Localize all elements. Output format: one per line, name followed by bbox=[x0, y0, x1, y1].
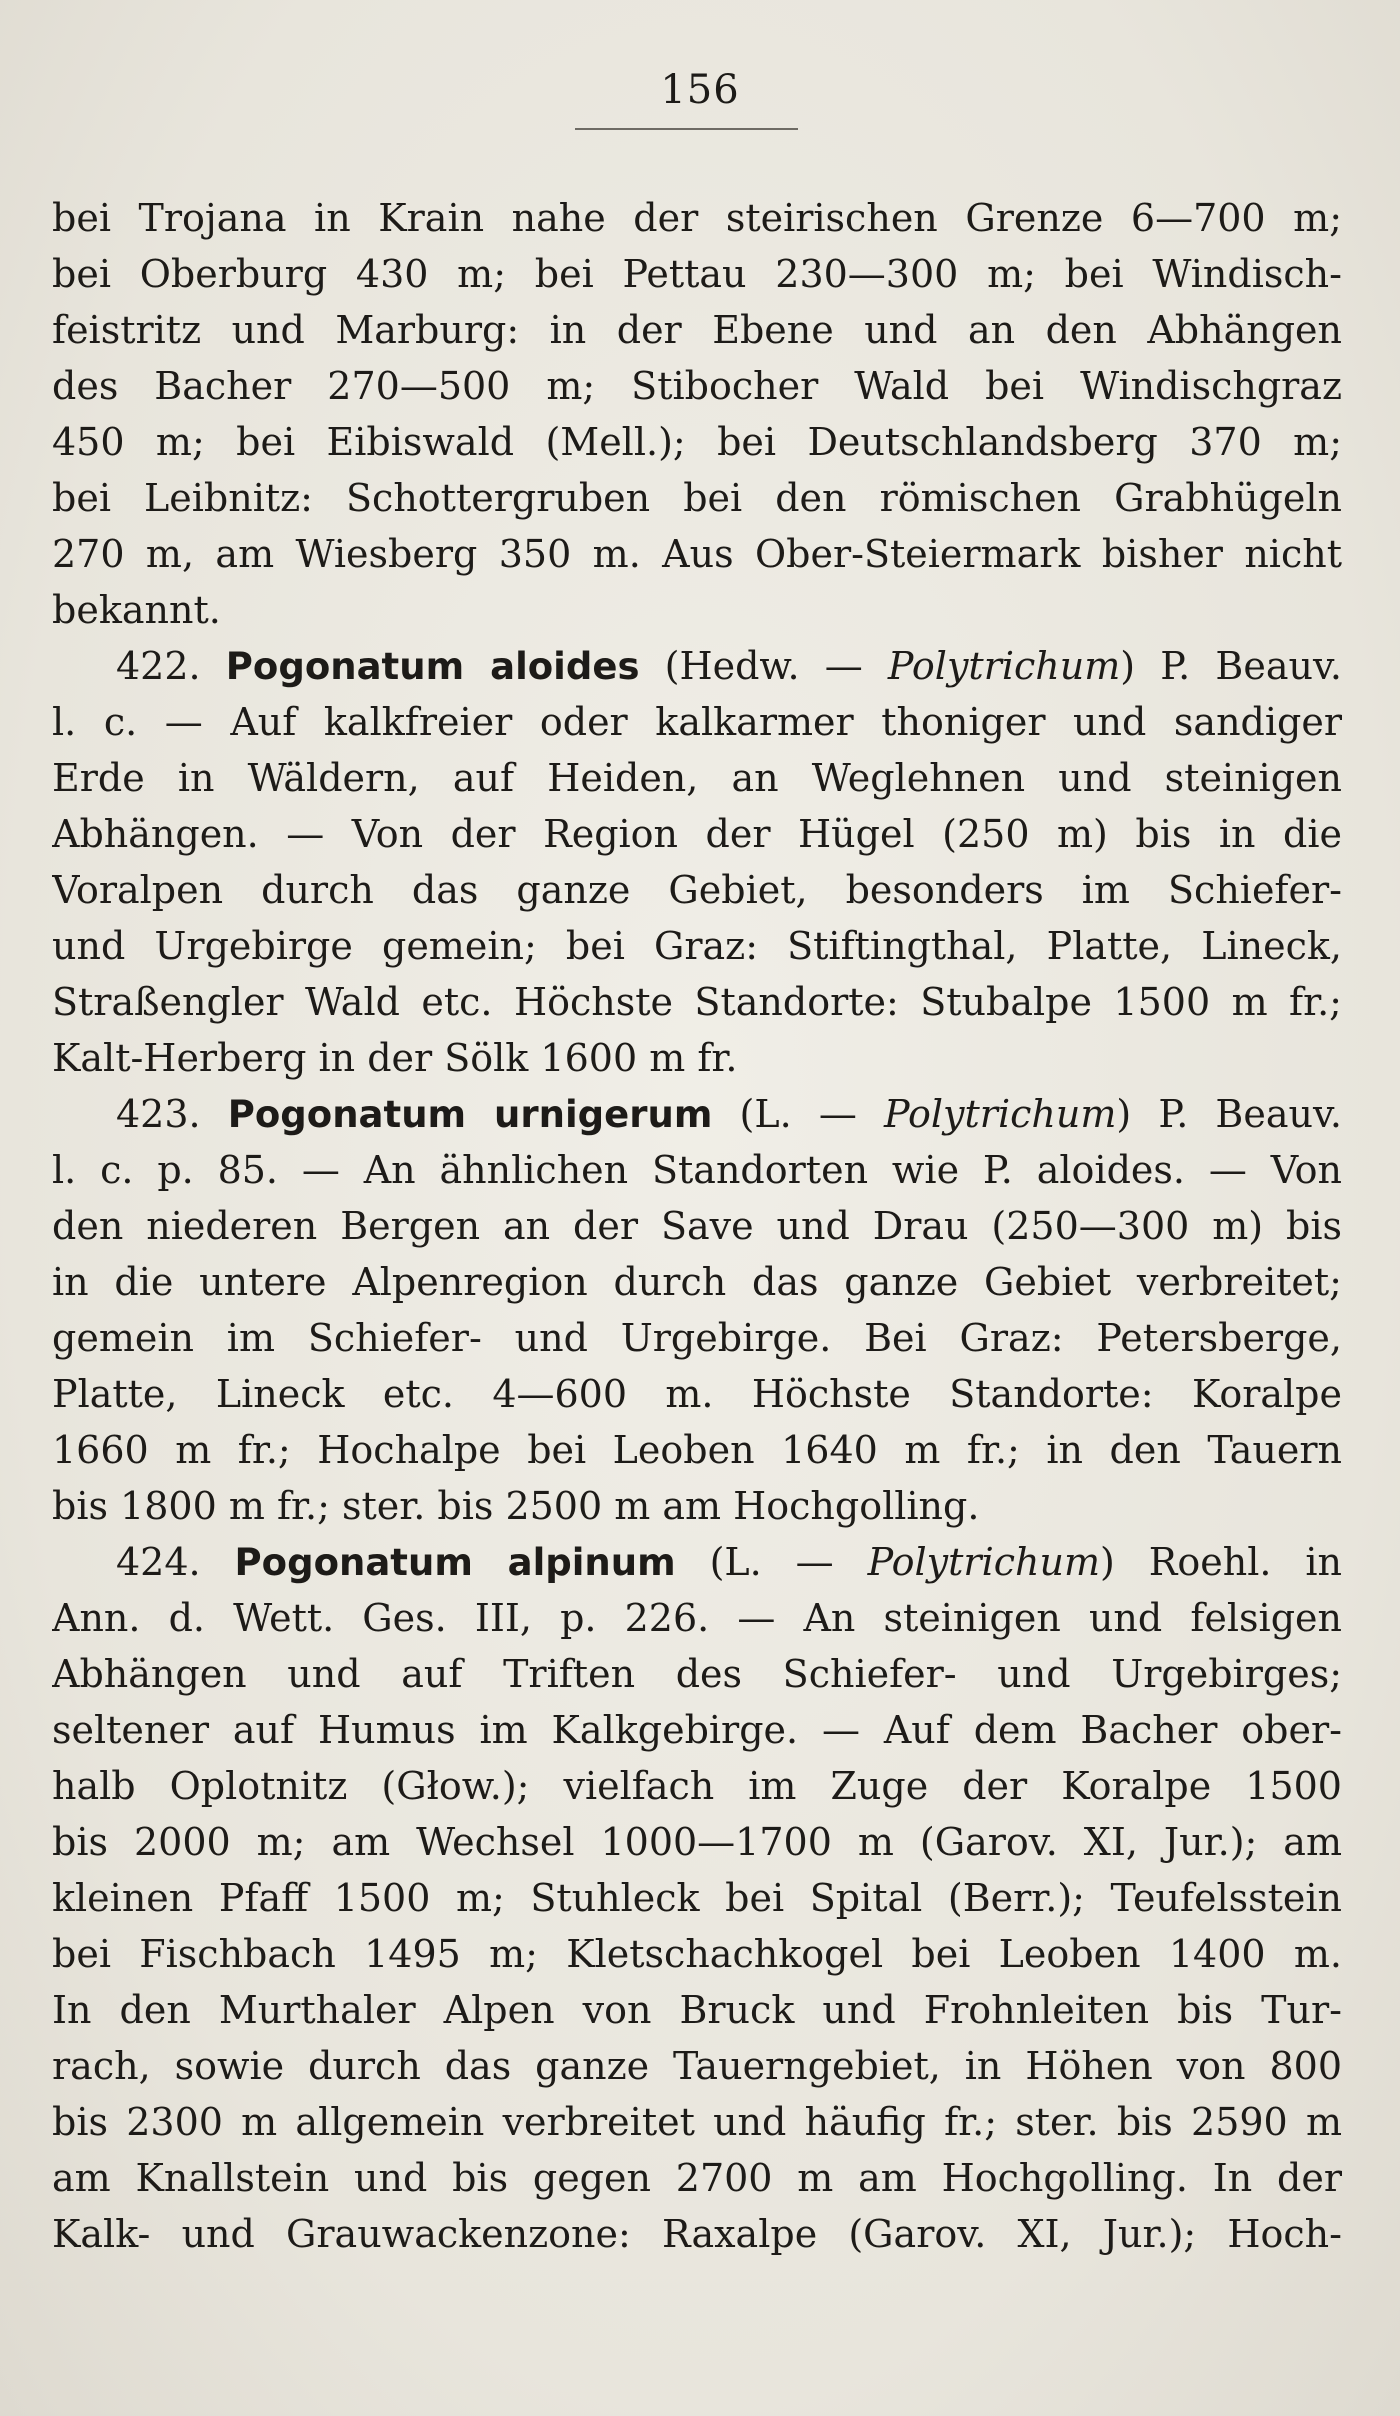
species-entry-422 bbox=[52, 638, 1342, 1086]
text-line: bis 2300 m allgemein verbreitet und häufig fr.; ster. bis 2590 m bbox=[52, 2100, 1342, 2144]
species-name: Pogonatum alpinum bbox=[234, 1541, 676, 1584]
text-line: bei Fischbach 1495 m; Kletschachkogel bei Leoben 1400 m. bbox=[52, 1932, 1342, 1976]
synonym-genus: Polytrichum bbox=[883, 1092, 1117, 1136]
text-line: bis 1800 m fr.; ster. bis 2500 m am Hochgolling. bbox=[52, 1484, 980, 1528]
page-body bbox=[52, 190, 1342, 2262]
header-rule bbox=[575, 128, 798, 130]
text-line: seltener auf Humus im Kalkgebirge. — Auf dem Bacher ober- bbox=[52, 1708, 1342, 1752]
text-line: Abhängen. — Von der Region der Hügel (250 m) bis in die bbox=[52, 812, 1342, 856]
page-number: 156 bbox=[660, 67, 740, 113]
species-name: Pogonatum aloides bbox=[225, 645, 640, 688]
text-line: Kalk- und Grauwackenzone: Raxalpe (Garov. XI, Jur.); Hoch- bbox=[52, 2212, 1342, 2256]
text-line: am Knallstein und bis gegen 2700 m am Hochgolling. In der bbox=[52, 2156, 1342, 2200]
text-line: Kalt-Herberg in der Sölk 1600 m fr. bbox=[52, 1036, 738, 1080]
citation-open: (Hedw. — bbox=[664, 644, 888, 688]
species-entry-423 bbox=[52, 1086, 1342, 1534]
citation-close: ) P. Beauv. bbox=[1116, 1092, 1342, 1136]
intro-paragraph bbox=[52, 190, 1342, 638]
citation-open: (L. — bbox=[709, 1540, 868, 1584]
text-line: Voralpen durch das ganze Gebiet, besonders im Schiefer- bbox=[52, 868, 1342, 912]
text-line: 1660 m fr.; Hochalpe bei Leoben 1640 m fr.; in den Tauern bbox=[52, 1428, 1342, 1472]
text-line: Ann. d. Wett. Ges. III, p. 226. — An steinigen und felsigen bbox=[52, 1596, 1342, 1640]
text-line: und Urgebirge gemein; bei Graz: Stiftingthal, Platte, Lineck, bbox=[52, 924, 1342, 968]
entry-heading-line bbox=[52, 1086, 1342, 1142]
text-line: 270 m, am Wiesberg 350 m. Aus Ober-Steiermark bisher nicht bbox=[52, 532, 1342, 576]
text-line: bekannt. bbox=[52, 588, 221, 632]
text-line: rach, sowie durch das ganze Tauerngebiet, in Höhen von 800 bbox=[52, 2044, 1342, 2088]
text-line: gemein im Schiefer- und Urgebirge. Bei Graz: Petersberge, bbox=[52, 1316, 1342, 1360]
text-line: halb Oplotnitz (Głow.); vielfach im Zuge der Koralpe 1500 bbox=[52, 1764, 1342, 1808]
citation-close: ) P. Beauv. bbox=[1120, 644, 1342, 688]
species-name: Pogonatum urnigerum bbox=[227, 1093, 713, 1136]
text-line: l. c. — Auf kalkfreier oder kalkarmer thoniger und sandiger bbox=[52, 700, 1342, 744]
species-entry-424 bbox=[52, 1534, 1342, 2262]
entry-heading-line bbox=[52, 1534, 1342, 1590]
text-line: bis 2000 m; am Wechsel 1000—1700 m (Garov. XI, Jur.); am bbox=[52, 1820, 1342, 1864]
citation-close: ) Roehl. in bbox=[1100, 1540, 1342, 1584]
citation-open: (L. — bbox=[739, 1092, 884, 1136]
text-line: des Bacher 270—500 m; Stibocher Wald bei Windischgraz bbox=[52, 364, 1342, 408]
synonym-genus: Polytrichum bbox=[887, 644, 1121, 688]
synonym-genus: Polytrichum bbox=[867, 1540, 1100, 1584]
text-line: l. c. p. 85. — An ähnlichen Standorten wie P. aloides. — Von bbox=[52, 1148, 1342, 1192]
text-line: kleinen Pfaff 1500 m; Stuhleck bei Spital (Berr.); Teufelsstein bbox=[52, 1876, 1342, 1920]
text-line: Straßengler Wald etc. Höchste Standorte: Stubalpe 1500 m fr.; bbox=[52, 980, 1342, 1024]
text-line: den niederen Bergen an der Save und Drau (250—300 m) bis bbox=[52, 1204, 1342, 1248]
text-line: Abhängen und auf Triften des Schiefer- und Urgebirges; bbox=[52, 1652, 1342, 1696]
text-line: In den Murthaler Alpen von Bruck und Frohnleiten bis Tur- bbox=[52, 1988, 1342, 2032]
entry-number: 422. bbox=[116, 644, 201, 688]
text-line: feistritz und Marburg: in der Ebene und an den Abhängen bbox=[52, 308, 1342, 352]
text-line: bei Trojana in Krain nahe der steirischen Grenze 6—700 m; bbox=[52, 196, 1342, 240]
entry-heading-line bbox=[52, 638, 1342, 694]
entry-number: 424. bbox=[116, 1540, 201, 1584]
text-line: 450 m; bei Eibiswald (Mell.); bei Deutschlandsberg 370 m; bbox=[52, 420, 1342, 464]
text-line: bei Leibnitz: Schottergruben bei den römischen Grabhügeln bbox=[52, 476, 1342, 520]
text-line: Erde in Wäldern, auf Heiden, an Weglehnen und steinigen bbox=[52, 756, 1342, 800]
text-line: Platte, Lineck etc. 4—600 m. Höchste Standorte: Koralpe bbox=[52, 1372, 1342, 1416]
entry-number: 423. bbox=[116, 1092, 201, 1136]
text-line: bei Oberburg 430 m; bei Pettau 230—300 m; bei Windisch- bbox=[52, 252, 1342, 296]
text-line: in die untere Alpenregion durch das ganze Gebiet verbreitet; bbox=[52, 1260, 1342, 1304]
